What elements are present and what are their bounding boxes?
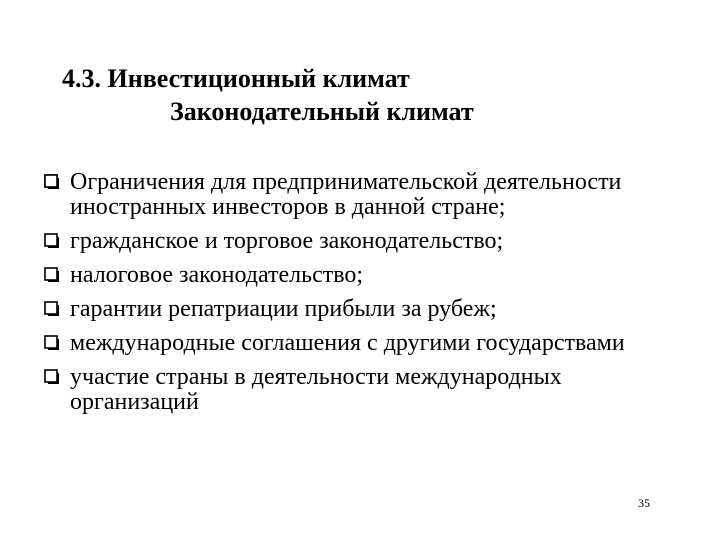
square-bullet-icon [44, 335, 60, 351]
square-bullet-icon [44, 267, 60, 283]
page-number: 35 [638, 496, 650, 510]
slide-title [62, 62, 662, 128]
bullet-text: международные соглашения с другими государствами [70, 330, 625, 356]
bullet-item [44, 229, 664, 254]
title-line-2: Законодательный климат [170, 97, 474, 126]
square-bullet-icon [44, 301, 60, 317]
bullet-text: гарантии репатриации прибыли за рубеж; [70, 296, 497, 322]
bullet-item [44, 365, 664, 415]
square-bullet-icon [44, 233, 60, 249]
bullet-list [44, 170, 664, 424]
bullet-item [44, 170, 664, 220]
title-line-1: 4.3. Инвестиционный климат [62, 64, 410, 93]
bullet-item [44, 331, 664, 356]
square-bullet-icon [44, 174, 60, 190]
bullet-text: гражданское и торговое законодательство; [70, 228, 504, 254]
bullet-text: налоговое законодательство; [70, 262, 364, 288]
square-bullet-icon [44, 369, 60, 385]
bullet-item [44, 297, 664, 322]
bullet-text: участие страны в деятельности международных организаций [70, 364, 562, 415]
bullet-item [44, 263, 664, 288]
bullet-text: Ограничения для предпринимательской деятельности иностранных инвесторов в данной стране; [70, 169, 622, 220]
